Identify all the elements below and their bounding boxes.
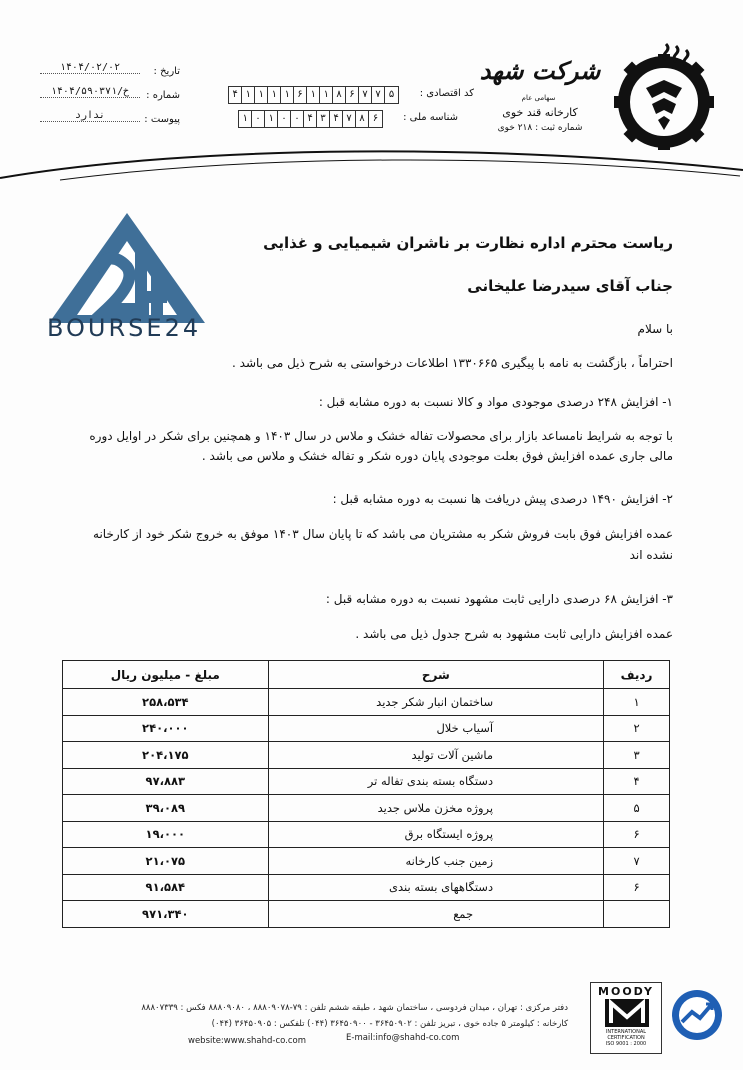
item3-title: ۳- افزایش ۶۸ درصدی دارایی ثابت مشهود نسبت به دوره مشابه قبل : <box>325 592 673 606</box>
code-digit: ۱ <box>239 111 252 127</box>
code-digit: ۶ <box>294 87 307 103</box>
total-index-empty <box>604 901 670 928</box>
table-header-row <box>63 661 670 689</box>
moody-mark-icon <box>605 999 649 1027</box>
code-digit: ۵ <box>388 89 395 100</box>
item1-title: ۱- افزایش ۲۴۸ درصدی موجودی مواد و کالا نسبت به دوره مشابه قبل : <box>318 395 673 409</box>
intro-paragraph: احتراماً ، بازگشت به نامه با پیگیری ۱۳۳۰۶۶۵ اطلاعات درخواستی به شرح ذیل می باشد . <box>232 356 673 370</box>
row-index: ۵ <box>604 795 670 822</box>
number-label: شماره : <box>146 90 180 101</box>
national-id-boxes <box>238 110 383 128</box>
letter-meta <box>30 62 180 134</box>
table-row <box>63 848 670 875</box>
code-digit: ۱ <box>281 87 294 103</box>
recipient-office: ریاست محترم اداره نظارت بر ناشران شیمیایی و غذایی <box>263 234 673 252</box>
moody-line3: ISO 9001 : 2000 <box>605 1041 647 1047</box>
row-amount: ۲۴۰،۰۰۰ <box>63 715 269 742</box>
row-amount: ۱۹،۰۰۰ <box>63 821 269 848</box>
table-row <box>63 742 670 769</box>
number-value: ۱۴۰۴/۵۹۰۳۷۱/خ <box>40 86 140 98</box>
attachment-label: پیوست : <box>144 114 180 125</box>
company-name: شرکت شهد <box>479 56 601 85</box>
company-registration: شماره ثبت : ۲۱۸ خوی <box>497 123 583 133</box>
row-description: آسیاب خلال <box>268 715 604 742</box>
row-amount: ۹۷،۸۸۳ <box>63 768 269 795</box>
row-amount: ۳۹،۰۸۹ <box>63 795 269 822</box>
code-digit: ۱ <box>255 87 268 103</box>
footer-head-office: دفتر مرکزی : تهران ، میدان فردوسی ، ساختمان شهد ، طبقه ششم تلفن : ۷۹-۸۸۸۰۹۰۷۸ ، ۸۸۸۰۹۰۸۰ فکس : ۸۸۸۰۷۳۳۹ <box>141 1003 568 1013</box>
code-digit: ۴ <box>304 111 317 127</box>
economic-code-boxes <box>228 86 399 104</box>
fixed-assets-table <box>62 660 670 928</box>
footer-factory: کارخانه : کیلومتر ۵ جاده خوی ، تبریز تلفن : ۳۶۴۵۰۹۰۲ - ۳۶۴۵۰۹۰۰ (۰۴۴) تلفکس : ۳۶۴۵۰۹۰۵ (۰۴۴) <box>211 1019 568 1029</box>
attachment-value: ندارد <box>40 110 140 122</box>
row-description: پروژه مخزن ملاس جدید <box>268 795 604 822</box>
row-description: پروژه ایستگاه برق <box>268 821 604 848</box>
row-description: ساختمان انبار شکر جدید <box>268 689 604 716</box>
header-index: ردیف <box>604 661 670 689</box>
row-index: ۷ <box>604 848 670 875</box>
table-row <box>63 768 670 795</box>
row-index: ۳ <box>604 742 670 769</box>
national-id-row <box>238 110 458 128</box>
row-description: دستگاه بسته بندی تفاله تر <box>268 768 604 795</box>
item2-title: ۲- افزایش ۱۴۹۰ درصدی پیش دریافت ها نسبت به دوره مشابه قبل : <box>332 492 673 506</box>
code-digit: ۴ <box>330 111 343 127</box>
recipient-person: جناب آقای سیدرضا علیخانی <box>467 277 673 295</box>
item3-body: عمده افزایش دارایی ثابت مشهود به شرح جدول ذیل می باشد . <box>355 627 673 641</box>
moody-text <box>591 1029 661 1047</box>
table-row <box>63 821 670 848</box>
footer-website-link[interactable]: website:www.shahd-co.com <box>188 1036 307 1046</box>
moody-certification-logo <box>590 982 662 1054</box>
table-row <box>63 874 670 901</box>
code-digit: ۸ <box>333 87 346 103</box>
bourse24-wordmark: BOURSE24 <box>47 314 202 342</box>
row-index: ۶ <box>604 821 670 848</box>
date-label: تاریخ : <box>153 66 180 77</box>
total-label: جمع <box>268 901 604 928</box>
code-digit: ۰ <box>278 111 291 127</box>
trend-badge-icon <box>670 988 724 1042</box>
code-digit: ۱ <box>268 87 281 103</box>
greeting: با سلام <box>637 322 673 336</box>
row-amount: ۲۵۸،۵۳۴ <box>63 689 269 716</box>
company-block <box>470 56 610 133</box>
code-digit: ۰ <box>291 111 304 127</box>
code-digit: ۱ <box>265 111 278 127</box>
header-divider-curve <box>0 140 743 190</box>
code-digit: ۳ <box>317 111 330 127</box>
item2-body: عمده افزایش فوق بابت فروش شکر به مشتریان می باشد که تا پایان سال ۱۴۰۳ موفق به خروج شکر خود از کارخانه نشده اند <box>93 527 673 562</box>
gear-logo-icon <box>606 40 722 156</box>
table-row <box>63 715 670 742</box>
header-description: شرح <box>268 661 604 689</box>
code-digit: ۱ <box>307 87 320 103</box>
header-amount: مبلغ - میلیون ریال <box>63 661 269 689</box>
row-index: ۲ <box>604 715 670 742</box>
code-digit: ۴ <box>229 87 242 103</box>
code-digit: ۱ <box>242 87 255 103</box>
item1-body: با توجه به شرایط نامساعد بازار برای محصولات تفاله خشک و ملاس در سال ۱۴۰۳ و همچنین برای شکر در اوایل دوره مالی جاری عمده افزایش فوق بعلت موجودی پایان دوره شکر و تفاله خشک و ملاس می باشد . <box>89 429 673 464</box>
company-subtitle: کارخانه قند خوی <box>502 106 578 119</box>
national-id-label: شناسه ملی : <box>403 112 458 123</box>
moody-line1: INTERNATIONAL <box>605 1029 647 1035</box>
code-digit: ۷ <box>359 87 372 103</box>
code-digit: ۶ <box>346 87 359 103</box>
number-row <box>30 86 180 110</box>
table-row <box>63 795 670 822</box>
code-digit: ۱ <box>320 87 333 103</box>
row-description: ماشین آلات تولید <box>268 742 604 769</box>
code-digit: ۰ <box>252 111 265 127</box>
row-index: ۶ <box>604 874 670 901</box>
code-digit: ۸ <box>356 111 369 127</box>
row-index: ۱ <box>604 689 670 716</box>
row-amount: ۲۱،۰۷۵ <box>63 848 269 875</box>
company-tag: سهامی عام <box>521 94 556 102</box>
row-index: ۴ <box>604 768 670 795</box>
economic-code-row <box>228 86 474 104</box>
total-amount: ۹۷۱،۳۴۰ <box>63 901 269 928</box>
date-value: ۱۴۰۴/۰۲/۰۲ <box>40 62 140 74</box>
code-digit: ۶ <box>372 113 379 124</box>
row-amount: ۲۰۴،۱۷۵ <box>63 742 269 769</box>
moody-brand: MOODY <box>598 985 654 998</box>
row-amount: ۹۱،۵۸۴ <box>63 874 269 901</box>
row-description: زمین جنب کارخانه <box>268 848 604 875</box>
table-row <box>63 689 670 716</box>
footer-email-link[interactable]: E-mail:info@shahd-co.com <box>346 1033 460 1043</box>
economic-code-label: کد اقتصادی : <box>419 88 474 99</box>
attachment-row <box>30 110 180 134</box>
code-digit: ۷ <box>343 111 356 127</box>
row-description: دستگاههای بسته بندی <box>268 874 604 901</box>
table-total-row <box>63 901 670 928</box>
date-row <box>30 62 180 86</box>
code-digit: ۷ <box>372 87 385 103</box>
company-name-line <box>470 56 610 104</box>
moody-line2: CERTIFICATION <box>607 1035 645 1041</box>
